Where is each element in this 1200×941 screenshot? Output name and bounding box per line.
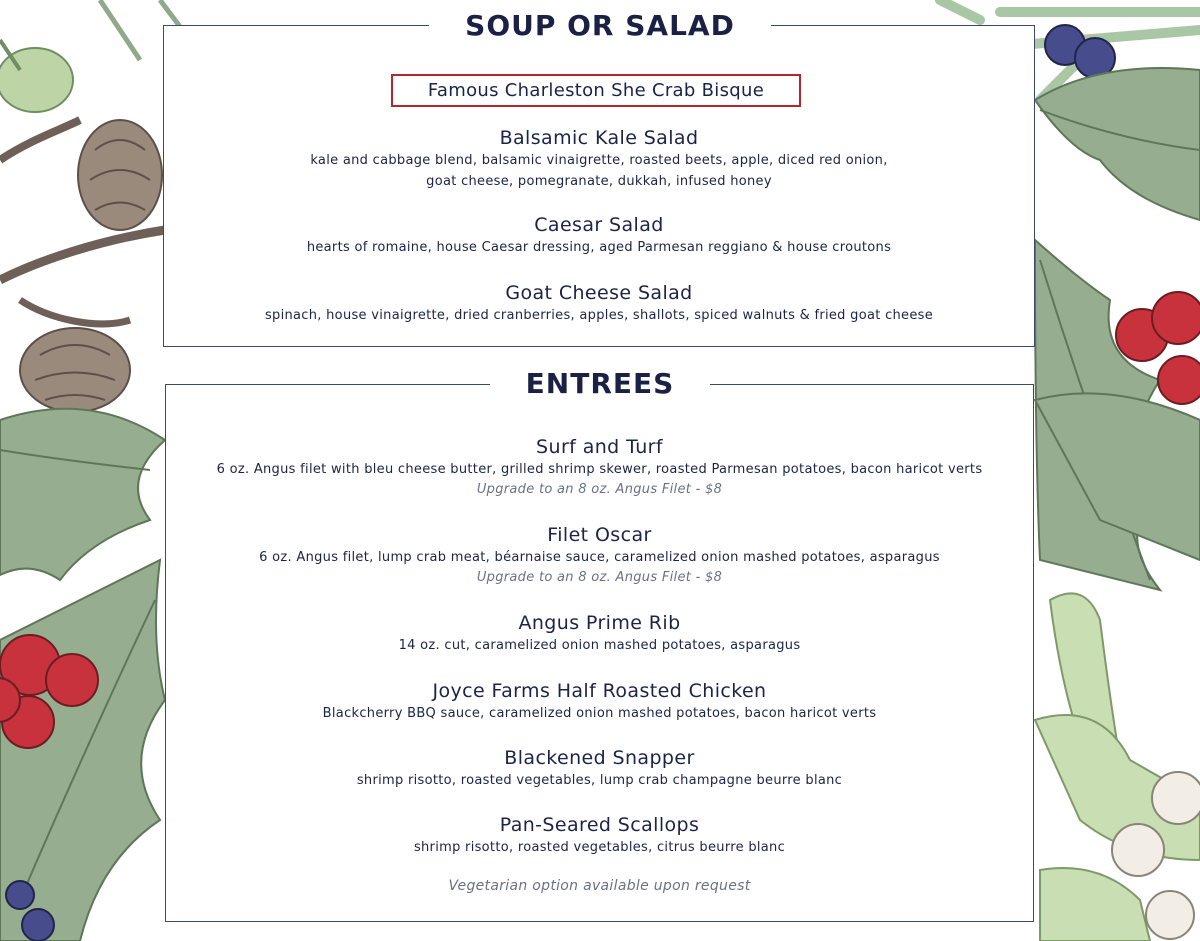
- item-name: Blackened Snapper: [504, 747, 695, 769]
- menu-item: [166, 813, 1033, 858]
- menu-item: [166, 746, 1033, 791]
- item-description: 14 oz. cut, caramelized onion mashed potatoes, asparagus: [398, 638, 801, 653]
- menu-item: [164, 281, 1034, 326]
- cedar-sprig-icon: [1035, 593, 1200, 941]
- item-description: 6 oz. Angus filet with bleu cheese butter, grilled shrimp skewer, roasted Parmesan potatoes, bacon haricot verts: [216, 462, 983, 477]
- item-name: Joyce Farms Half Roasted Chicken: [432, 680, 767, 702]
- item-name: Caesar Salad: [534, 214, 664, 236]
- item-name: Pan-Seared Scallops: [499, 814, 700, 836]
- vegetarian-note: Vegetarian option available upon request: [448, 878, 751, 894]
- section-title-entrees: ENTREES: [0, 367, 1200, 401]
- menu-item: [164, 126, 1034, 192]
- item-name: Surf and Turf: [536, 436, 663, 458]
- item-name: Balsamic Kale Salad: [499, 127, 699, 149]
- section-title-soup-salad: SOUP OR SALAD: [0, 9, 1200, 43]
- item-description: kale and cabbage blend, balsamic vinaigrette, roasted beets, apple, diced red onion,: [310, 153, 888, 168]
- item-name: Filet Oscar: [547, 524, 652, 546]
- menu-item: [166, 611, 1033, 656]
- item-description: hearts of romaine, house Caesar dressing, aged Parmesan reggiano & house croutons: [306, 240, 892, 255]
- item-name: Goat Cheese Salad: [505, 282, 693, 304]
- menu-item: [166, 523, 1033, 587]
- soup-salad-panel: [163, 25, 1035, 347]
- item-description: shrimp risotto, roasted vegetables, lump crab champagne beurre blanc: [356, 773, 843, 788]
- item-description: 6 oz. Angus filet, lump crab meat, béarnaise sauce, caramelized onion mashed potatoes, asparagus: [259, 550, 940, 565]
- item-description: Blackcherry BBQ sauce, caramelized onion mashed potatoes, bacon haricot verts: [322, 706, 877, 721]
- menu-item: [166, 679, 1033, 724]
- item-description: spinach, house vinaigrette, dried cranberries, apples, shallots, spiced walnuts & fried goat cheese: [264, 308, 934, 323]
- item-description: shrimp risotto, roasted vegetables, citrus beurre blanc: [413, 840, 786, 855]
- item-upgrade-note: Upgrade to an 8 oz. Angus Filet - $8: [476, 482, 723, 497]
- entrees-panel: [165, 384, 1034, 922]
- featured-soup-box: Famous Charleston She Crab Bisque: [391, 74, 801, 107]
- menu-item: [164, 213, 1034, 258]
- menu-item: [166, 435, 1033, 499]
- item-upgrade-note: Upgrade to an 8 oz. Angus Filet - $8: [476, 570, 723, 585]
- item-description: goat cheese, pomegranate, dukkah, infused honey: [426, 174, 772, 189]
- item-name: Angus Prime Rib: [518, 612, 681, 634]
